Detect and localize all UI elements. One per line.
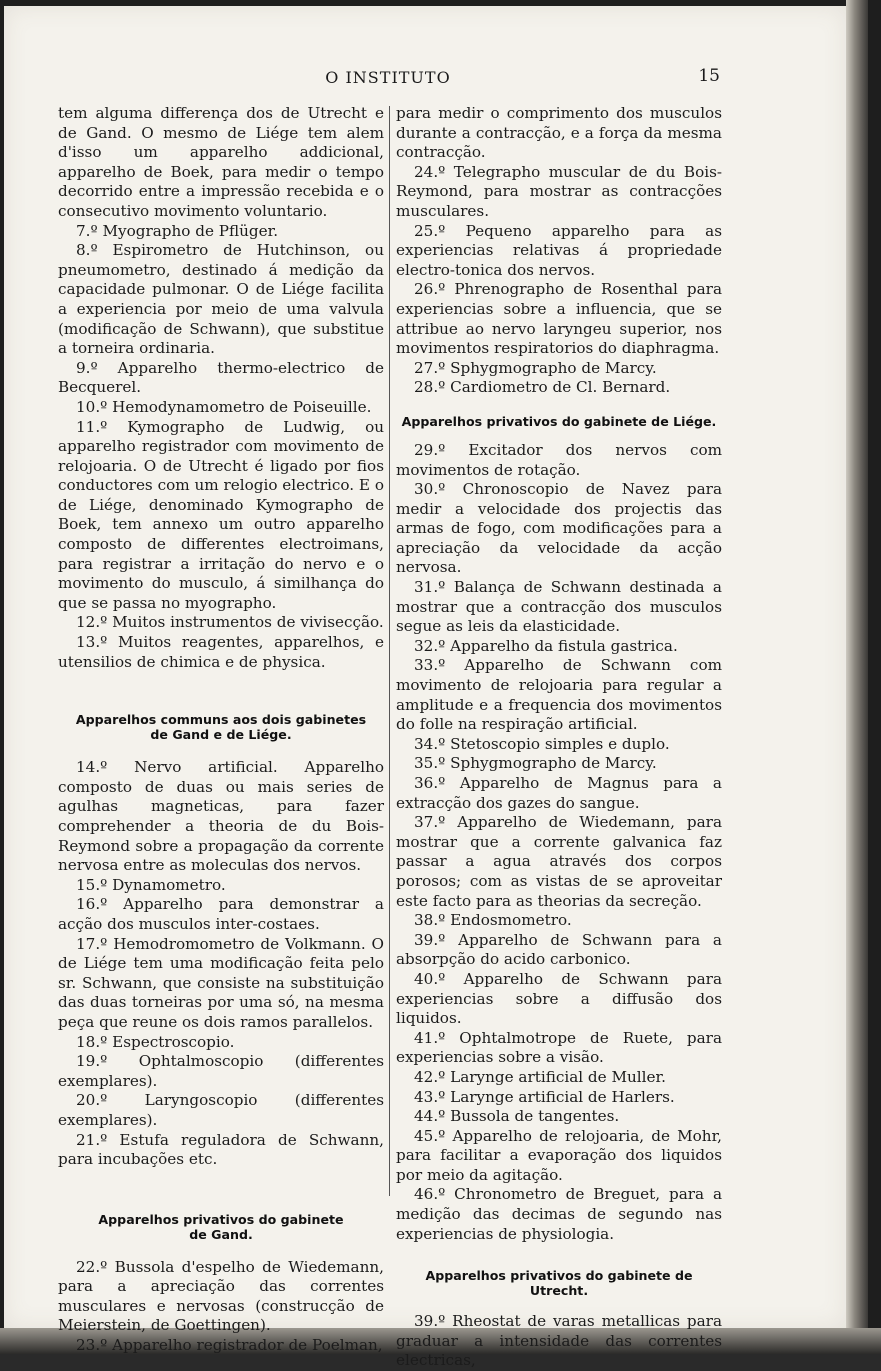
list-item-40: 40.º Apparelho de Schwann para experiencias sobre a diffusão dos liquidos. — [396, 969, 722, 1028]
list-item-37: 37.º Apparelho de Wiedemann, para mostrar que a corrente galvanica faz passar a agua através dos corpos porosos; com as vistas de se aproveitar este facto para as theorias da secreção. — [396, 813, 722, 910]
list-item-22: 22.º Bussola d'espelho de Wiedemann, para a apreciação das correntes musculares e nervosas (construcção de Meierstein, de Goettingen). — [58, 1257, 384, 1335]
list-item-24: 24.º Telegrapho muscular de du Bois-Reymond, para mostrar as contracções musculares. — [396, 162, 722, 220]
page-header — [56, 64, 720, 88]
list-item-11: 11.º Kymographo de Ludwig, ou apparelho registrador com movimento de relojoaria. O de Utrecht é ligado por fios conductores com um relogio electrico. E o de Liége, denominado Kymographo de Boek, tem annexo um outro apparelho composto de differentes electroimans, para registrar a irritação do nervo e o movimento do musculo, á similhança do que se passa no myographo. — [58, 417, 384, 612]
list-item-35: 35.º Sphygmographo de Marcy. — [414, 754, 657, 773]
section-heading-gand — [58, 1212, 384, 1242]
list-item-15: 15.º Dynamometro. — [76, 875, 226, 894]
list-item-44: 44.º Bussola de tangentes. — [414, 1107, 620, 1126]
list-item-20: 20.º Laryngoscopio (differentes exemplares). — [58, 1091, 384, 1129]
list-item-28: 28.º Cardiometro de Cl. Bernard. — [414, 378, 671, 397]
section-heading-line: Apparelhos privativos do gabinete de Utrecht. — [425, 1268, 693, 1299]
running-title: O INSTITUTO — [325, 68, 451, 87]
section-heading-line: de Gand. — [189, 1226, 253, 1242]
list-item-19: 19.º Ophtalmoscopio (differentes exemplares). — [58, 1052, 384, 1090]
list-item-43: 43.º Larynge artificial de Harlers. — [414, 1087, 675, 1106]
list-item-39a: 39.º Apparelho de Schwann para a absorpção do acido carbonico. — [396, 930, 722, 969]
section-heading-line: Apparelhos privativos do gabinete — [98, 1211, 344, 1227]
section-heading-line: de Gand e de Liége. — [150, 727, 292, 743]
list-item-23: 23.º Apparelho registrador de Poelman, — [76, 1336, 383, 1355]
list-item-39b: 39.º Rheostat de varas metallicas para graduar a intensidade das correntes electricas, — [396, 1312, 722, 1370]
list-item-42: 42.º Larynge artificial de Muller. — [414, 1067, 666, 1086]
list-item-34: 34.º Stetoscopio simples e duplo. — [414, 734, 670, 753]
section-heading-line: Apparelhos privativos do gabinete de Liége. — [401, 413, 717, 429]
list-item-10: 10.º Hemodynamometro de Poiseuille. — [76, 397, 372, 416]
list-item-16: 16.º Apparelho para demonstrar a acção dos musculos inter-costaes. — [58, 895, 384, 933]
list-item-29: 29.º Excitador dos nervos com movimentos de rotação. — [396, 440, 722, 479]
list-item-45: 45.º Apparelho de relojoaria, de Mohr, para facilitar a evaporação dos liquidos por meio da agitação. — [396, 1126, 722, 1184]
section-heading-liege — [396, 414, 722, 429]
list-item-26: 26.º Phrenographo de Rosenthal para experiencias sobre a influencia, que se attribue ao nervo laryngeu superior, nos movimentos respiratorios do diaphragma. — [396, 280, 722, 358]
list-item-9: 9.º Apparelho thermo-electrico de Becquerel. — [58, 358, 384, 397]
list-item-13: 13.º Muitos reagentes, apparelhos, e utensilios de chimica e de physica. — [58, 633, 384, 671]
right-column — [396, 104, 722, 1371]
right-intro-paragraph: para medir o comprimento dos musculos durante a contracção, e a força da mesma contracção. — [396, 104, 722, 162]
list-item-38: 38.º Endosmometro. — [414, 911, 572, 930]
list-item-21: 21.º Estufa reguladora de Schwann, para incubações etc. — [58, 1130, 384, 1169]
list-item-36: 36.º Apparelho de Magnus para a extracção dos gazes do sangue. — [396, 774, 722, 812]
list-item-14: 14.º Nervo artificial. Apparelho composto de duas ou mais series de agulhas magneticas, para fazer comprehender a theoria de du Bois-Reymond sobre a propagação da corrente nervosa entre as moleculas dos nervos. — [58, 758, 384, 875]
list-item-33: 33.º Apparelho de Schwann com movimento de relojoaria para regular a amplitude e a frequencia dos movimentos do folle na respiração artificial. — [396, 656, 722, 734]
column-divider — [389, 106, 390, 1196]
list-item-8: 8.º Espirometro de Hutchinson, ou pneumometro, destinado á medição da capacidade pulmonar. O de Liége facilita a experiencia por meio de uma valvula (modificação de Schwann), que substitue a torneira ordinaria. — [58, 241, 384, 358]
list-item-32: 32.º Apparelho da fistula gastrica. — [414, 636, 678, 655]
list-item-27: 27.º Sphygmographo de Marcy. — [414, 358, 657, 377]
list-item-17: 17.º Hemodromometro de Volkmann. O de Liége tem uma modificação feita pelo sr. Schwann, que consiste na substituição das duas torneiras por uma só, na mesma peça que reune os dois ramos parallelos. — [58, 934, 384, 1031]
list-item-12: 12.º Muitos instrumentos de vivisecção. — [76, 613, 384, 632]
page-number: 15 — [698, 66, 720, 86]
list-item-31: 31.º Balança de Schwann destinada a mostrar que a contracção dos musculos segue as leis da elasticidade. — [396, 578, 722, 636]
list-item-46: 46.º Chronometro de Breguet, para a medição das decimas de segundo nas experiencias de physiologia. — [396, 1185, 722, 1243]
section-heading-utrecht — [396, 1268, 722, 1298]
section-heading-line: Apparelhos communs aos dois gabinetes — [75, 712, 367, 728]
list-item-18: 18.º Espectroscopio. — [76, 1032, 235, 1051]
list-item-41: 41.º Ophtalmotrope de Ruete, para experiencias sobre a visão. — [396, 1028, 722, 1067]
left-column — [58, 104, 384, 1356]
page-edge-right — [846, 0, 868, 1340]
section-heading-common — [58, 712, 384, 742]
list-item-30: 30.º Chronoscopio de Navez para medir a velocidade dos projectis das armas de fogo, com modificações para a apreciação da velocidade da acção nervosa. — [396, 480, 722, 577]
left-intro-paragraph: tem alguma differença dos de Utrecht e de Gand. O mesmo de Liége tem alem d'isso um apparelho addicional, apparelho de Boek, para medir o tempo decorrido entre a impressão recebida e o consecutivo movimento voluntario. — [58, 104, 384, 220]
list-item-25: 25.º Pequeno apparelho para as experiencias relativas á propriedade electro-tonica dos nervos. — [396, 221, 722, 279]
list-item-7: 7.º Myographo de Pflüger. — [76, 221, 279, 240]
